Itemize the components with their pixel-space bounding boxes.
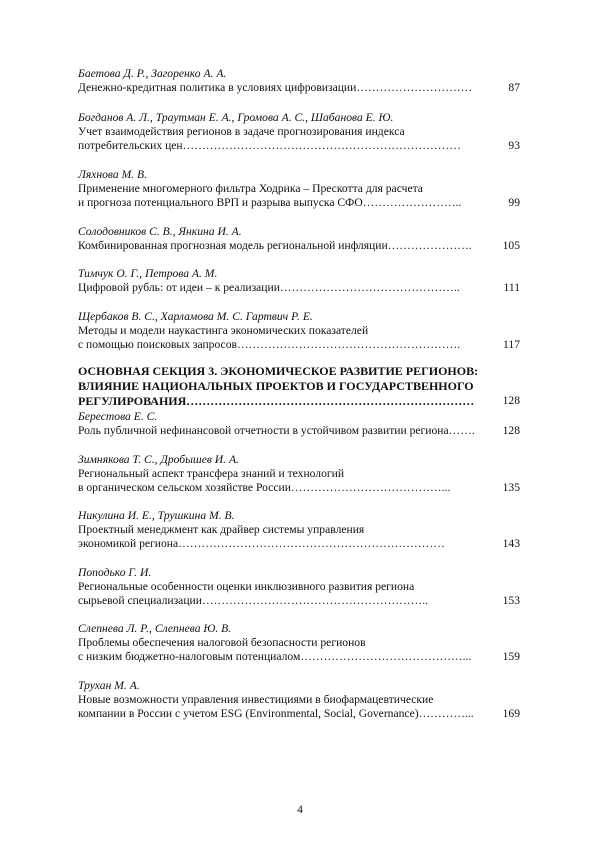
entry-page-number: 135 — [502, 481, 520, 494]
entry-authors: Ляхнова М. В. — [78, 168, 148, 181]
entry-authors: Щербаков В. С., Харламова М. С. Гартвич Р. Е. — [78, 310, 313, 323]
entry-page-number: 105 — [502, 239, 520, 252]
toc-entry — [78, 111, 498, 153]
entry-page-number: 143 — [502, 537, 520, 550]
toc-entry — [78, 453, 498, 495]
entry-page-number: 99 — [508, 196, 520, 209]
entry-page-number: 169 — [502, 707, 520, 720]
entry-title-last-line: сырьевой специализации………………………………………………….. — [78, 594, 429, 607]
entry-page-number: 93 — [508, 139, 520, 152]
entry-title-line: Проблемы обеспечения налоговой безопасности регионов — [78, 636, 366, 649]
toc-entry — [78, 509, 498, 551]
entry-page-number: 153 — [502, 594, 520, 607]
toc-entry — [78, 622, 498, 664]
entry-title-last-line: и прогноза потенциального ВРП и разрыва выпуска СФО…………………….. — [78, 196, 462, 209]
entry-authors: Трухан М. А. — [78, 679, 140, 692]
section-page-number: 128 — [502, 394, 520, 407]
entry-title-line: Региональный аспект трансфера знаний и технологий — [78, 467, 345, 480]
entry-title-last-line: экономикой региона…………………………………………………………… — [78, 537, 445, 550]
entry-title-line: Региональные особенности оценки инклюзивного развития региона — [78, 580, 415, 593]
toc-entry — [78, 410, 498, 438]
entry-page-number: 128 — [502, 424, 520, 437]
entry-page-number: 117 — [503, 338, 520, 351]
toc-entry — [78, 267, 498, 295]
entry-authors: Поподько Г. И. — [78, 566, 152, 579]
entry-title-last-line: в органическом сельском хозяйстве России…………………………………... — [78, 481, 451, 494]
entry-page-number: 111 — [503, 281, 520, 294]
entry-authors: Богданов А. Л., Траутман Е. А., Громова А. С., Шабанова Е. Ю. — [78, 111, 394, 124]
entry-title-last-line: Комбинированная прогнозная модель региональной инфляции…………………. — [78, 239, 472, 252]
toc-entry — [78, 679, 498, 721]
entry-title-last-line: Цифровой рубль: от идеи – к реализации……………………………………….. — [78, 281, 460, 294]
entry-authors: Слепнева Л. Р., Слепнева Ю. В. — [78, 622, 232, 635]
section-heading — [78, 364, 520, 409]
toc-entry — [78, 67, 498, 95]
section-heading-line: РЕГУЛИРОВАНИЯ……………………………………………………………… — [78, 394, 475, 408]
entry-authors: Зимнякова Т. С., Дробышев И. А. — [78, 453, 239, 466]
entry-title-last-line: Денежно-кредитная политика в условиях цифровизации………………………… — [78, 81, 473, 94]
entry-title-line: Учет взаимодействия регионов в задаче прогнозирования индекса — [78, 125, 405, 138]
toc-entry — [78, 310, 498, 352]
entry-title-last-line: компании в России с учетом ESG (Environmental, Social, Governance)…………... — [78, 707, 474, 720]
section-heading-line: ВЛИЯНИЕ НАЦИОНАЛЬНЫХ ПРОЕКТОВ И ГОСУДАРСТВЕННОГО — [78, 379, 474, 393]
entry-title-last-line: с помощью поисковых запросов…………………………………………………. — [78, 338, 461, 351]
entry-title-last-line: Роль публичной нефинансовой отчетности в устойчивом развитии региона……. — [78, 424, 475, 437]
entry-authors: Баетова Д. Р., Загоренко А. А. — [78, 67, 227, 80]
entry-title-last-line: потребительских цен……………………………………………………………… — [78, 139, 461, 152]
entry-authors: Солодовников С. В., Янкина И. А. — [78, 225, 242, 238]
entry-title-line: Применение многомерного фильтра Ходрика – Прескотта для расчета — [78, 182, 423, 195]
entry-page-number: 87 — [508, 81, 520, 94]
entry-authors: Никулина И. Е., Трушкина М. В. — [78, 509, 235, 522]
footer-page-number: 4 — [297, 803, 303, 816]
section-heading-line: ОСНОВНАЯ СЕКЦИЯ 3. ЭКОНОМИЧЕСКОЕ РАЗВИТИЕ РЕГИОНОВ: — [78, 364, 479, 378]
entry-title-line: Новые возможности управления инвестициями в биофармацевтические — [78, 693, 434, 706]
entry-authors: Берестова Е. С. — [78, 410, 158, 423]
toc-entry — [78, 168, 498, 210]
entry-title-line: Методы и модели наукастинга экономических показателей — [78, 324, 369, 337]
entry-title-last-line: с низким бюджетно-налоговым потенциалом……………………………………... — [78, 650, 472, 663]
entry-page-number: 159 — [502, 650, 520, 663]
toc-entry — [78, 225, 498, 253]
toc-entry — [78, 566, 498, 608]
entry-authors: Тимчук О. Г., Петрова А. М. — [78, 267, 218, 280]
entry-title-line: Проектный менеджмент как драйвер системы управления — [78, 523, 365, 536]
